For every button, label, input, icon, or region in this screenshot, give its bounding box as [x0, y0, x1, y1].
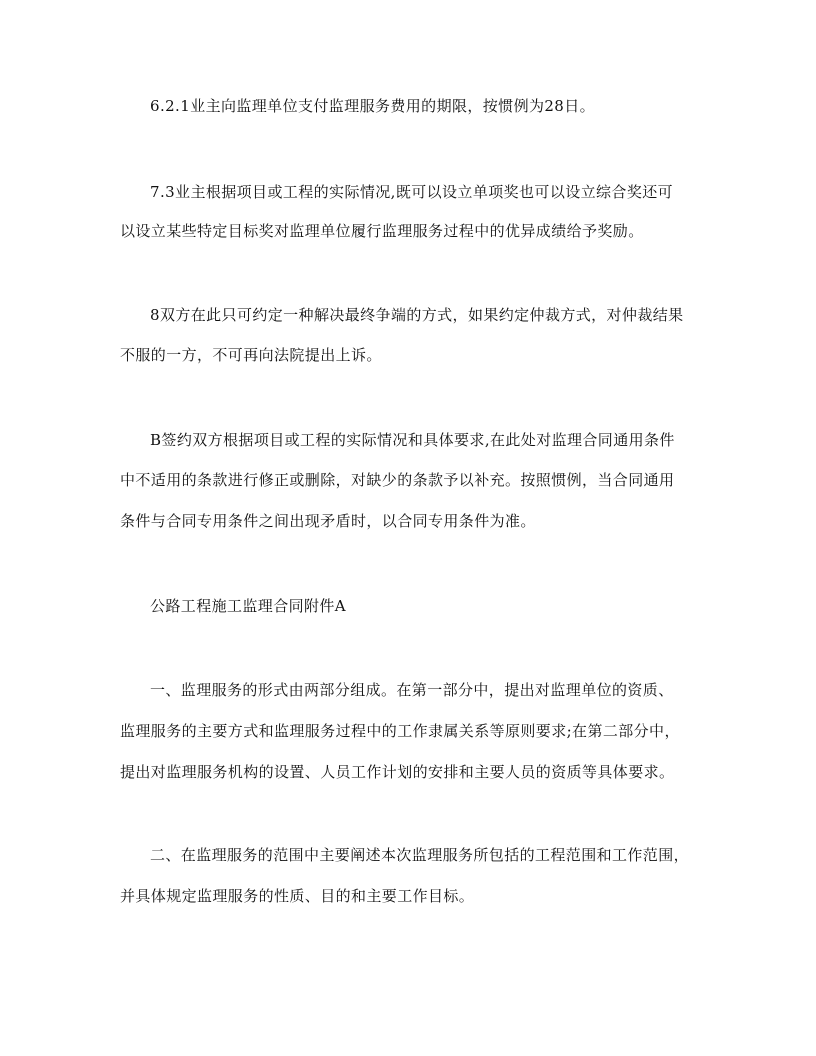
paragraph-7-line-1: 二、在监理服务的范围中主要阐述本次监理服务所包括的工程范围和工作范围，: [150, 846, 690, 864]
paragraph-7-line-2: 并具体规定监理服务的性质、目的和主要工作目标。: [120, 887, 475, 905]
paragraph-6-line-1: 一、监理服务的形式由两部分组成。在第一部分中，提出对监理单位的资质、: [150, 681, 674, 699]
paragraph-4-line-1: B签约双方根据项目或工程的实际情况和具体要求,在此处对监理合同通用条件: [150, 431, 675, 449]
paragraph-4-line-3: 条件与合同专用条件之间出现矛盾时，以合同专用条件为准。: [120, 512, 536, 530]
paragraph-1-line-1: 6.2.1业主向监理单位支付监理服务费用的期限，按惯例为28日。: [150, 97, 596, 115]
paragraph-3-line-2: 不服的一方，不可再向法院提出上诉。: [120, 346, 382, 364]
paragraph-6-line-3: 提出对监理服务机构的设置、人员工作计划的安排和主要人员的资质等具体要求。: [120, 763, 675, 781]
paragraph-2-line-2: 以设立某些特定目标奖对监理单位履行监理服务过程中的优异成绩给予奖励。: [120, 222, 644, 240]
paragraph-2-line-1: 7.3业主根据项目或工程的实际情况,既可以设立单项奖也可以设立综合奖还可: [150, 183, 674, 201]
paragraph-6-line-2: 监理服务的主要方式和监理服务过程中的工作隶属关系等原则要求;在第二部分中，: [120, 722, 680, 740]
paragraph-4-line-2: 中不适用的条款进行修正或删除，对缺少的条款予以补充。按照惯例，当合同通用: [120, 471, 675, 489]
attachment-heading: 公路工程施工监理合同附件A: [150, 597, 347, 615]
paragraph-3-line-1: 8双方在此只可约定一种解决最终争端的方式，如果约定仲裁方式，对仲裁结果: [150, 306, 684, 324]
